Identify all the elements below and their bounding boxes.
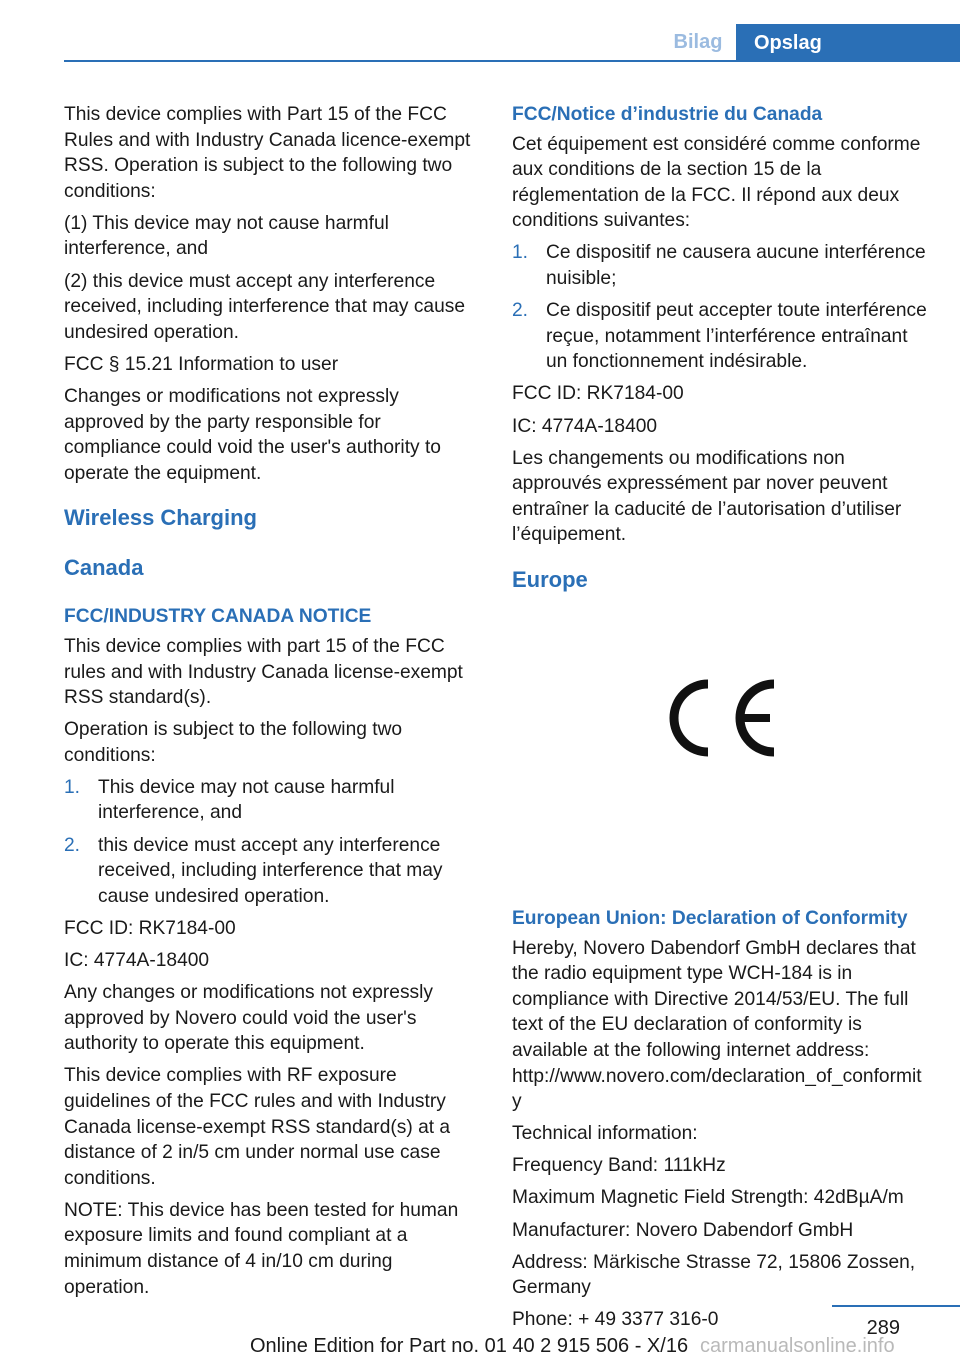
address: Address: Märkische Strasse 72, 15806 Zossen, Germany (512, 1251, 916, 1299)
list-number: 1. (64, 776, 81, 798)
list-item (512, 298, 930, 375)
numbered-list (512, 240, 930, 374)
watermark: carmanualsonline.info (700, 1335, 895, 1357)
paragraph: Les changements ou modifications non approuvés expressément par nover peuvent entraîner la caducité de l’autorisation d’utiliser l’équipement. (512, 447, 902, 546)
paragraph: Any changes or modifications not expressly approved by Novero could void the user's authority to operate this equipment. (64, 982, 434, 1055)
ce-mark-area (512, 654, 930, 884)
list-number: 1. (512, 242, 529, 264)
paragraph: Operation is subject to the following two conditions: (64, 719, 403, 766)
heading-europe: Europe (512, 567, 588, 592)
ic-id: IC: 4774A-18400 (64, 949, 210, 971)
page-number: 289 (866, 1317, 900, 1339)
field-strength: Maximum Magnetic Field Strength: 42dBµA/m (512, 1187, 904, 1209)
paragraph: Technical information: (512, 1123, 698, 1145)
frequency-band: Frequency Band: 111kHz (512, 1155, 726, 1177)
left-column (64, 102, 482, 1307)
paragraph: FCC § 15.21 Information to user (64, 353, 339, 375)
subheading-fcc-notice: FCC/INDUSTRY CANADA NOTICE (64, 606, 372, 628)
ic-id: IC: 4774A-18400 (512, 415, 658, 437)
list-text: Ce dispositif peut accepter toute interférence reçue, notamment l’interférence entraînant un fonctionnement indésirable. (546, 300, 927, 373)
subheading-notice-industrie: FCC/Notice d’industrie du Canada (512, 104, 823, 125)
manufacturer: Manufacturer: Novero Dabendorf GmbH (512, 1219, 854, 1241)
list-number: 2. (512, 300, 529, 322)
edition-footer: Online Edition for Part no. 01 40 2 915 506 - X/16 (250, 1335, 689, 1357)
tab-opslag[interactable]: Opslag (736, 24, 960, 62)
footer-divider (832, 1305, 960, 1307)
list-item (512, 240, 930, 291)
list-number: 2. (64, 834, 81, 856)
ce-mark-icon (656, 674, 780, 762)
heading-wireless-charging: Wireless Charging (64, 505, 257, 531)
subheading-eu-declaration: European Union: Declaration of Conformity (512, 908, 908, 929)
list-item (64, 833, 482, 910)
paragraph: This device complies with RF exposure guidelines of the FCC rules and with Industry Canada license-exempt RSS standard(s) at a distance of 2 in/5 cm under normal use case conditions. (64, 1065, 451, 1189)
paragraph: Hereby, Novero Dabendorf GmbH declares that the radio equipment type WCH-184 is in compliance with Directive 2014/53/EU. The full text of the EU declaration of conformity is available at the following internet address: http://www.novero.com/declaration_of_conformity (512, 937, 922, 1113)
paragraph: This device complies with Part 15 of the FCC Rules and with Industry Canada licence-exempt RSS. Operation is subject to the following two conditions: (64, 104, 471, 202)
right-column (512, 102, 930, 1339)
fcc-id: FCC ID: RK7184-00 (64, 917, 236, 939)
paragraph: Changes or modifications not expressly approved by the party responsible for compliance could void the user's authority to operate the equipment. (64, 385, 441, 484)
paragraph: Cet équipement est considéré comme conforme aux conditions de la section 15 de la réglementation de la FCC. Il répond aux deux conditions suivantes: (512, 133, 921, 232)
paragraph: This device complies with part 15 of the FCC rules and with Industry Canada license-exempt RSS standard(s). (64, 635, 463, 709)
list-item (64, 775, 482, 826)
header-divider (64, 60, 960, 62)
list-text: this device must accept any interference received, including interference that may cause undesired operation. (98, 834, 443, 907)
phone: Phone: + 49 3377 316-0 (512, 1309, 719, 1331)
paragraph: (1) This device may not cause harmful interference, and (64, 212, 389, 260)
fcc-id: FCC ID: RK7184-00 (512, 383, 684, 405)
list-text: Ce dispositif ne causera aucune interférence nuisible; (546, 242, 926, 290)
list-text: This device may not cause harmful interference, and (98, 776, 395, 824)
paragraph: (2) this device must accept any interference received, including interference that may cause undesired operation. (64, 270, 466, 343)
numbered-list (64, 775, 482, 909)
heading-canada: Canada (64, 555, 144, 581)
tab-bilag[interactable]: Bilag (673, 31, 723, 53)
paragraph: NOTE: This device has been tested for human exposure limits and found compliant at a minimum distance of 4 in/10 cm during operation. (64, 1199, 459, 1298)
